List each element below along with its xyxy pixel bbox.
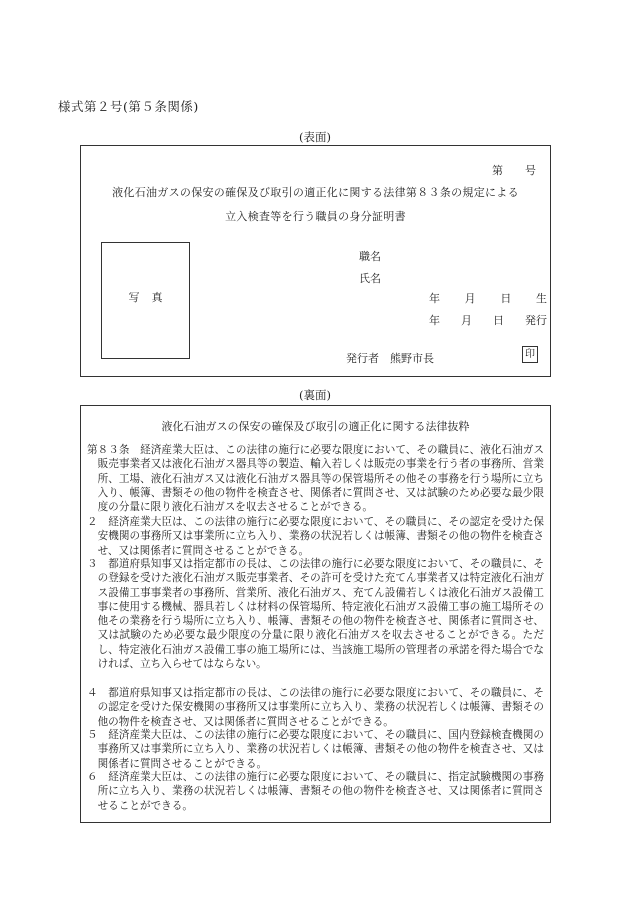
id-card-front	[80, 145, 551, 377]
certificate-title-line2: 立入検査等を行う職員の身分証明書	[225, 210, 406, 223]
certificate-number: 第 号	[492, 164, 536, 177]
article-83-paragraph-3: ３ 都道府県知事又は指定都市の長は、この法律の施行に必要な限度において、その職員に、その登録を受けた液化石油ガス販売事業者、その許可を受けた充てん事業者又は特定液化石油ガス設備工事事業者の事務所、営業所、液化石油ガス、充てん設備若しくは液化石油ガス設備工事に使用する機械、器具若しくは材料の保管場所、特定液化石油ガス設備工事の施工場所その他その業務を行う場所に立ち入り、帳簿、書類その他の物件を検査させ、関係者に質問させ、又は試験のため必要な最少限度の分量に限り液化石油ガスを収去させることができる。ただし、特定液化石油ガス設備工事の施工場所には、当該施工場所の管理者の承諾を得た場合でなければ、立ち入らせてはならない。	[87, 558, 544, 671]
issue-year-label: 年	[429, 314, 440, 327]
article-83-paragraph-2: ２ 経済産業大臣は、この法律の施行に必要な限度において、その職員に、その認定を受けた保安機関の事務所又は事業所に立ち入り、業務の状況若しくは帳簿、書類その他の物件を検査させ、又は関係者に質問させることができる。	[87, 516, 544, 557]
law-excerpt-title: 液化石油ガスの保安の確保及び取引の適正化に関する法律抜粋	[161, 420, 470, 433]
front-side-label: (表面)	[299, 130, 331, 144]
issuer-label: 発行者 熊野市長	[346, 352, 434, 365]
issue-date-row	[429, 312, 547, 328]
job-title-label: 職名	[359, 250, 381, 263]
article-83-main: 第８３条 経済産業大臣は、この法律の施行に必要な限度において、その職員に、液化石油ガス販売事業者又は液化石油ガス器具等の製造、輸入若しくは販売の事業を行う者の事務所、営業所、工場、液化石油ガス又は液化石油ガス器具等の保管場所その他その事務を行う場所に立ち入り、帳簿、書類その他の物件を検査させ、関係者に質問させ、又は試験のため必要な最少限度の分量に限り液化石油ガスを収去させることができる。	[87, 444, 544, 514]
id-card-back	[80, 405, 551, 823]
form-number: 様式第２号(第５条関係)	[58, 99, 199, 114]
photo-frame	[101, 242, 190, 359]
photo-label: 写真	[128, 291, 175, 304]
article-83-paragraph-6: ６ 経済産業大臣は、この法律の施行に必要な限度において、その職員に、指定試験機関の事務所に立ち入り、業務の状況若しくは帳簿、書類その他の物件を検査させ、又は関係者に質問させることができる。	[87, 771, 544, 812]
birth-day-label: 日	[500, 292, 512, 305]
issue-month-label: 月	[461, 314, 472, 327]
article-83-paragraph-4: ４ 都道府県知事又は指定都市の長は、この法律の施行に必要な限度において、その職員に、その認定を受けた保安機関の事務所又は事業所に立ち入り、業務の状況若しくは帳簿、書類その他の物件を検査させ、又は関係者に質問させることができる。	[87, 687, 544, 728]
issue-suffix-label: 発行	[525, 314, 547, 327]
birth-month-label: 月	[464, 292, 476, 305]
birth-year-label: 年	[429, 292, 440, 305]
back-side-label: (裏面)	[299, 388, 331, 402]
seal-box: 印	[522, 346, 538, 363]
issue-day-label: 日	[493, 314, 504, 327]
name-label: 氏名	[359, 272, 381, 285]
birth-date-row	[429, 290, 547, 306]
article-83-paragraph-5: ５ 経済産業大臣は、この法律の施行に必要な限度において、その職員に、国内登録検査機関の事務所又は事業所に立ち入り、業務の状況若しくは帳簿、書類その他の物件を検査させ、又は関係者に質問させることができる。	[87, 729, 544, 770]
birth-suffix-label: 生	[535, 292, 547, 305]
certificate-title-line1: 液化石油ガスの保安の確保及び取引の適正化に関する法律第８３条の規定による	[112, 186, 519, 199]
